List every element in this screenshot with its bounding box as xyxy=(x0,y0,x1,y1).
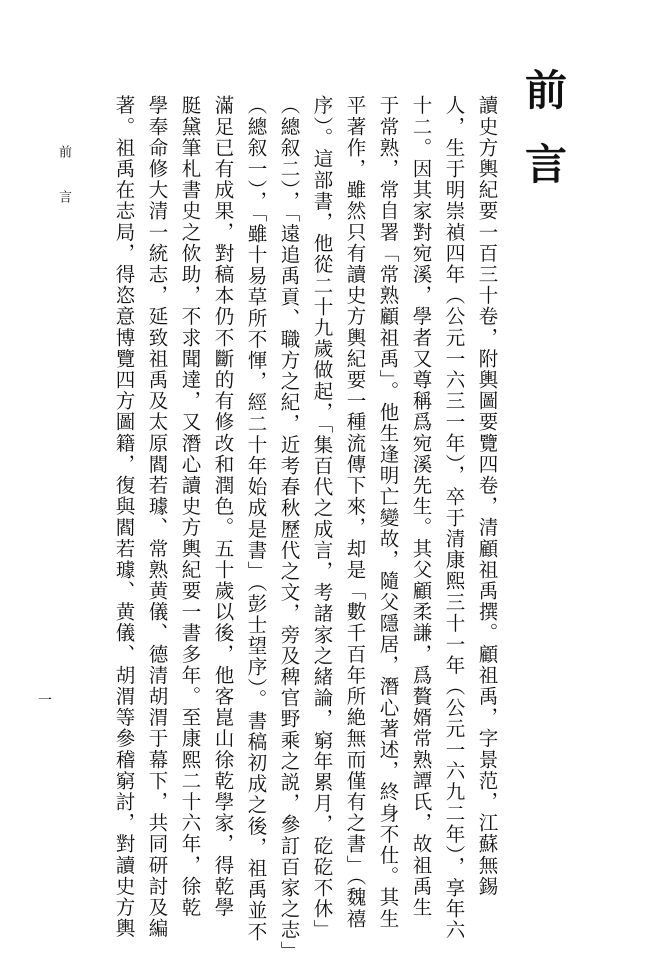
running-head: 前 言 xyxy=(56,145,71,218)
text-column-9: 滿足已有成果，對稿本仍不斷的有修改和潤色。五十歲以後，他客崑山徐乾學家，得乾學 xyxy=(211,95,235,918)
text-column-10: 脡黛筆札書史之佽助，不求聞達，又潛心讀史方輿紀要一書多年。至康熙二十六年，徐乾 xyxy=(178,95,202,918)
text-column-4: 于常熟，常自署「常熟顧祖禹」。他生逢明亡變故，隨父隱居，潛心著述，終身不仕。其生 xyxy=(376,95,400,930)
text-column-2: 人，生于明崇禎四年（公元一六三一年），卒于清康熙三十一年（公元一六九二年），享年六 xyxy=(442,95,466,941)
text-column-8: （總叙一），「雖十易草所不惲，經二十年始成是書」（彭士望序）。書稿初成之後，祖禹並不 xyxy=(244,95,268,943)
text-column-3: 十二。因其家對宛溪，學者又尊稱爲宛溪先生。其父顧柔謙，爲贅婿常熟譚氏，故祖禹生 xyxy=(409,95,433,918)
text-column-1: 讀史方輿紀要一百三十卷，附輿圖要覽四卷，清顧祖禹撰。顧祖禹，字景范，江蘇無錫 xyxy=(475,95,499,897)
page-title: 前言 xyxy=(519,68,568,216)
text-column-11: 學奉命修大清一統志，延致祖禹及太原閻若璩、常熟黄儀、德清胡渭于幕下，共同研討及編 xyxy=(145,95,169,939)
text-column-6: 序）。這部書，他從二十九歲做起，「集百代之成言，考諸家之緒論，窮年累月，矻矻不休」 xyxy=(310,95,334,941)
text-column-12: 著。祖禹在志局，得恣意博覽四方圖籍，復與閻若璩、黄儀、胡渭等參稽窮討，對讀史方輿 xyxy=(112,95,136,939)
text-column-7: （總叙二），「遠追禹貢、職方之紀，近考春秋歷代之文，旁及稗官野乘之説，參訂百家之志」 xyxy=(277,95,301,962)
page-number: 一 xyxy=(38,693,52,709)
text-column-5: 平著作，雖然只有讀史方輿紀要一種流傳下來，却是「數千百年所絶無而僅有之書」（魏禧 xyxy=(343,95,367,930)
